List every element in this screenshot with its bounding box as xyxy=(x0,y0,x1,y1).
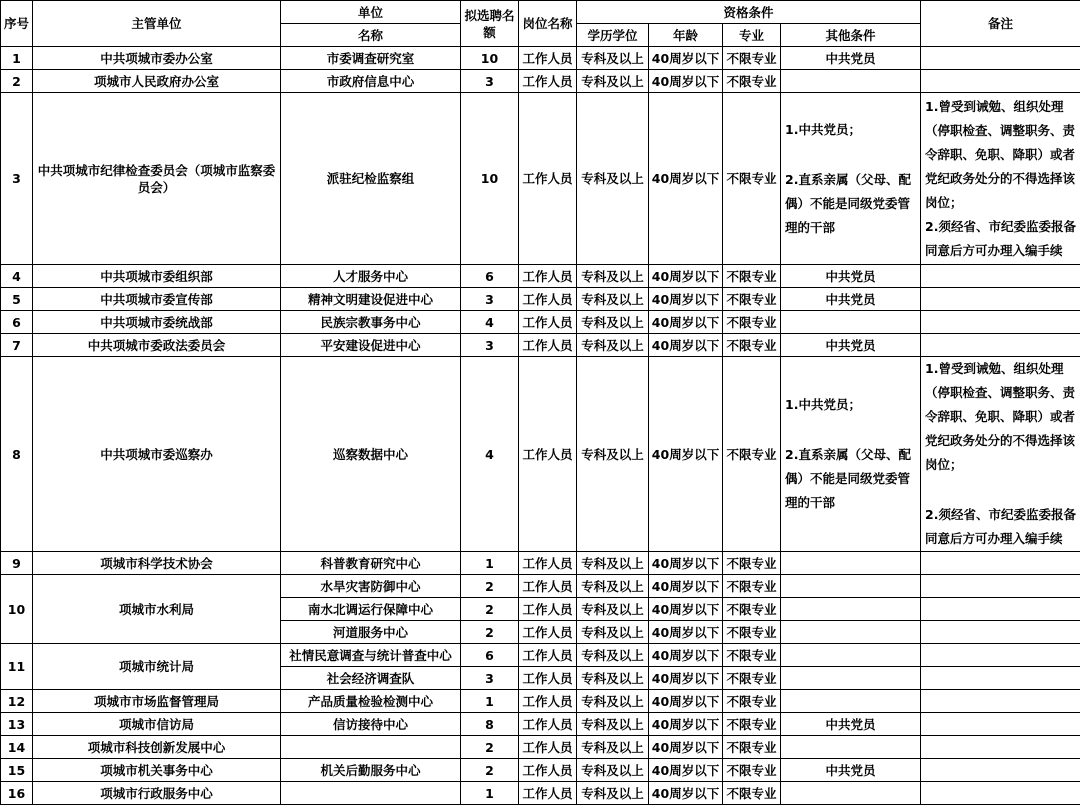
cell-seq: 8 xyxy=(1,357,33,552)
other-condition-1: 1.中共党员； xyxy=(783,118,918,142)
cell-quota: 4 xyxy=(461,311,519,334)
cell-remark xyxy=(921,575,1080,598)
table-row xyxy=(1,265,1080,288)
cell-quota: 2 xyxy=(461,575,519,598)
cell-remark xyxy=(921,288,1080,311)
cell-seq: 14 xyxy=(1,736,33,759)
cell-edu: 专科及以上 xyxy=(577,759,649,782)
cell-other xyxy=(781,782,921,805)
cell-remark xyxy=(921,265,1080,288)
cell-dept: 中共项城市委组织部 xyxy=(33,265,281,288)
cell-post: 工作人员 xyxy=(519,621,577,644)
cell-unit: 市委调查研究室 xyxy=(281,47,461,70)
cell-dept: 项城市统计局 xyxy=(33,644,281,690)
cell-edu: 专科及以上 xyxy=(577,598,649,621)
table-row xyxy=(1,311,1080,334)
cell-age: 40周岁以下 xyxy=(649,552,723,575)
cell-other xyxy=(781,598,921,621)
cell-quota: 1 xyxy=(461,552,519,575)
cell-age: 40周岁以下 xyxy=(649,644,723,667)
cell-major: 不限专业 xyxy=(723,334,781,357)
cell-other xyxy=(781,311,921,334)
cell-unit: 社会经济调查队 xyxy=(281,667,461,690)
cell-major: 不限专业 xyxy=(723,667,781,690)
cell-seq: 3 xyxy=(1,93,33,265)
cell-quota: 1 xyxy=(461,782,519,805)
cell-other xyxy=(781,93,921,265)
cell-unit: 水旱灾害防御中心 xyxy=(281,575,461,598)
cell-seq: 13 xyxy=(1,713,33,736)
cell-quota: 10 xyxy=(461,47,519,70)
cell-other xyxy=(781,70,921,93)
other-condition-1: 1.中共党员； xyxy=(783,393,918,417)
cell-seq: 6 xyxy=(1,311,33,334)
cell-edu: 专科及以上 xyxy=(577,288,649,311)
header-other: 其他条件 xyxy=(781,24,921,47)
cell-unit: 派驻纪检监察组 xyxy=(281,93,461,265)
cell-unit: 巡察数据中心 xyxy=(281,357,461,552)
cell-remark xyxy=(921,736,1080,759)
cell-post: 工作人员 xyxy=(519,93,577,265)
cell-edu: 专科及以上 xyxy=(577,575,649,598)
cell-post: 工作人员 xyxy=(519,334,577,357)
cell-major: 不限专业 xyxy=(723,759,781,782)
table-row xyxy=(1,334,1080,357)
cell-dept: 项城市市场监督管理局 xyxy=(33,690,281,713)
cell-unit: 南水北调运行保障中心 xyxy=(281,598,461,621)
cell-seq: 9 xyxy=(1,552,33,575)
cell-quota: 3 xyxy=(461,70,519,93)
cell-remark xyxy=(921,334,1080,357)
cell-major: 不限专业 xyxy=(723,621,781,644)
table-row xyxy=(1,713,1080,736)
cell-remark xyxy=(921,667,1080,690)
cell-major: 不限专业 xyxy=(723,644,781,667)
table-row xyxy=(1,93,1080,265)
cell-quota: 2 xyxy=(461,598,519,621)
cell-age: 40周岁以下 xyxy=(649,288,723,311)
cell-major: 不限专业 xyxy=(723,357,781,552)
cell-unit: 人才服务中心 xyxy=(281,265,461,288)
cell-unit: 科普教育研究中心 xyxy=(281,552,461,575)
cell-quota: 10 xyxy=(461,93,519,265)
cell-dept: 项城市行政服务中心 xyxy=(33,782,281,805)
cell-seq: 4 xyxy=(1,265,33,288)
table-row xyxy=(1,47,1080,70)
remark-1: 1.曾受到诫勉、组织处理（停职检查、调整职务、责令辞职、免职、降职）或者党纪政务处分的不得选择该岗位； xyxy=(923,95,1078,215)
cell-major: 不限专业 xyxy=(723,93,781,265)
table-body xyxy=(1,47,1080,805)
cell-age: 40周岁以下 xyxy=(649,782,723,805)
cell-major: 不限专业 xyxy=(723,690,781,713)
cell-age: 40周岁以下 xyxy=(649,311,723,334)
cell-post: 工作人员 xyxy=(519,690,577,713)
cell-unit: 平安建设促进中心 xyxy=(281,334,461,357)
table-row xyxy=(1,736,1080,759)
cell-post: 工作人员 xyxy=(519,357,577,552)
cell-quota: 4 xyxy=(461,357,519,552)
cell-post: 工作人员 xyxy=(519,598,577,621)
cell-post: 工作人员 xyxy=(519,288,577,311)
cell-remark xyxy=(921,70,1080,93)
cell-major: 不限专业 xyxy=(723,288,781,311)
cell-dept: 中共项城市纪律检查委员会（项城市监察委员会） xyxy=(33,93,281,265)
remark-2: 2.须经省、市纪委监委报备同意后方可办理入编手续 xyxy=(923,215,1078,263)
table-row xyxy=(1,288,1080,311)
cell-post: 工作人员 xyxy=(519,47,577,70)
table-row xyxy=(1,575,1080,598)
cell-remark xyxy=(921,598,1080,621)
cell-major: 不限专业 xyxy=(723,70,781,93)
cell-quota: 1 xyxy=(461,690,519,713)
cell-remark xyxy=(921,621,1080,644)
cell-seq: 15 xyxy=(1,759,33,782)
cell-post: 工作人员 xyxy=(519,667,577,690)
cell-seq: 12 xyxy=(1,690,33,713)
cell-other: 中共党员 xyxy=(781,265,921,288)
cell-post: 工作人员 xyxy=(519,575,577,598)
table-header xyxy=(1,1,1080,47)
table-row xyxy=(1,690,1080,713)
cell-quota: 6 xyxy=(461,265,519,288)
cell-quota: 3 xyxy=(461,334,519,357)
cell-major: 不限专业 xyxy=(723,782,781,805)
cell-edu: 专科及以上 xyxy=(577,47,649,70)
cell-post: 工作人员 xyxy=(519,70,577,93)
cell-seq: 16 xyxy=(1,782,33,805)
cell-remark xyxy=(921,782,1080,805)
cell-post: 工作人员 xyxy=(519,265,577,288)
cell-post: 工作人员 xyxy=(519,311,577,334)
cell-age: 40周岁以下 xyxy=(649,334,723,357)
cell-age: 40周岁以下 xyxy=(649,736,723,759)
other-condition-2: 2.直系亲属（父母、配偶）不能是同级党委管理的干部 xyxy=(783,168,918,240)
cell-remark xyxy=(921,357,1080,552)
cell-edu: 专科及以上 xyxy=(577,357,649,552)
cell-other xyxy=(781,690,921,713)
header-age: 年龄 xyxy=(649,24,723,47)
header-post: 岗位名称 xyxy=(519,1,577,47)
cell-other xyxy=(781,736,921,759)
cell-age: 40周岁以下 xyxy=(649,713,723,736)
cell-edu: 专科及以上 xyxy=(577,736,649,759)
cell-age: 40周岁以下 xyxy=(649,47,723,70)
cell-quota: 6 xyxy=(461,644,519,667)
header-dept: 主管单位 xyxy=(33,1,281,47)
remark-1: 1.曾受到诫勉、组织处理（停职检查、调整职务、责令辞职、免职、降职）或者党纪政务处分的不得选择该岗位； xyxy=(923,357,1078,477)
cell-age: 40周岁以下 xyxy=(649,70,723,93)
cell-dept: 中共项城市委政法委员会 xyxy=(33,334,281,357)
cell-edu: 专科及以上 xyxy=(577,667,649,690)
cell-dept: 项城市科技创新发展中心 xyxy=(33,736,281,759)
cell-quota: 2 xyxy=(461,759,519,782)
cell-unit xyxy=(281,736,461,759)
cell-edu: 专科及以上 xyxy=(577,644,649,667)
cell-quota: 3 xyxy=(461,288,519,311)
header-qual: 资格条件 xyxy=(577,1,921,24)
header-quota: 拟选聘名额 xyxy=(461,1,519,47)
cell-other xyxy=(781,552,921,575)
cell-other xyxy=(781,644,921,667)
cell-dept: 中共项城市委宣传部 xyxy=(33,288,281,311)
cell-post: 工作人员 xyxy=(519,713,577,736)
other-condition-2: 2.直系亲属（父母、配偶）不能是同级党委管理的干部 xyxy=(783,443,918,515)
cell-unit: 社情民意调查与统计普查中心 xyxy=(281,644,461,667)
cell-other xyxy=(781,357,921,552)
cell-unit: 产品质量检验检测中心 xyxy=(281,690,461,713)
cell-dept: 项城市机关事务中心 xyxy=(33,759,281,782)
cell-unit: 机关后勤服务中心 xyxy=(281,759,461,782)
cell-remark xyxy=(921,47,1080,70)
cell-age: 40周岁以下 xyxy=(649,690,723,713)
cell-unit: 民族宗教事务中心 xyxy=(281,311,461,334)
cell-edu: 专科及以上 xyxy=(577,265,649,288)
cell-other xyxy=(781,667,921,690)
cell-remark xyxy=(921,311,1080,334)
cell-other xyxy=(781,575,921,598)
remark-2: 2.须经省、市纪委监委报备同意后方可办理入编手续 xyxy=(923,503,1078,551)
cell-age: 40周岁以下 xyxy=(649,93,723,265)
cell-edu: 专科及以上 xyxy=(577,334,649,357)
cell-edu: 专科及以上 xyxy=(577,713,649,736)
cell-dept: 项城市科学技术协会 xyxy=(33,552,281,575)
cell-remark xyxy=(921,644,1080,667)
cell-unit: 河道服务中心 xyxy=(281,621,461,644)
header-seq: 序号 xyxy=(1,1,33,47)
header-unit: 单位 xyxy=(281,1,461,24)
cell-age: 40周岁以下 xyxy=(649,598,723,621)
cell-remark xyxy=(921,552,1080,575)
cell-unit: 信访接待中心 xyxy=(281,713,461,736)
cell-quota: 3 xyxy=(461,667,519,690)
cell-seq: 5 xyxy=(1,288,33,311)
cell-remark xyxy=(921,759,1080,782)
cell-major: 不限专业 xyxy=(723,713,781,736)
cell-edu: 专科及以上 xyxy=(577,552,649,575)
cell-unit xyxy=(281,782,461,805)
cell-age: 40周岁以下 xyxy=(649,575,723,598)
cell-edu: 专科及以上 xyxy=(577,621,649,644)
cell-major: 不限专业 xyxy=(723,311,781,334)
cell-quota: 8 xyxy=(461,713,519,736)
table-row xyxy=(1,357,1080,552)
cell-dept: 中共项城市委统战部 xyxy=(33,311,281,334)
cell-major: 不限专业 xyxy=(723,598,781,621)
cell-seq: 11 xyxy=(1,644,33,690)
cell-major: 不限专业 xyxy=(723,265,781,288)
cell-other: 中共党员 xyxy=(781,288,921,311)
cell-remark xyxy=(921,690,1080,713)
cell-other: 中共党员 xyxy=(781,713,921,736)
cell-unit: 市政府信息中心 xyxy=(281,70,461,93)
header-remark: 备注 xyxy=(921,1,1080,47)
cell-dept: 中共项城市委巡察办 xyxy=(33,357,281,552)
cell-edu: 专科及以上 xyxy=(577,70,649,93)
cell-seq: 10 xyxy=(1,575,33,644)
cell-seq: 1 xyxy=(1,47,33,70)
cell-age: 40周岁以下 xyxy=(649,265,723,288)
cell-unit: 精神文明建设促进中心 xyxy=(281,288,461,311)
cell-quota: 2 xyxy=(461,621,519,644)
cell-age: 40周岁以下 xyxy=(649,667,723,690)
header-unit-name: 名称 xyxy=(281,24,461,47)
cell-major: 不限专业 xyxy=(723,736,781,759)
cell-remark xyxy=(921,93,1080,265)
cell-edu: 专科及以上 xyxy=(577,690,649,713)
cell-post: 工作人员 xyxy=(519,552,577,575)
cell-quota: 2 xyxy=(461,736,519,759)
cell-other: 中共党员 xyxy=(781,759,921,782)
cell-age: 40周岁以下 xyxy=(649,759,723,782)
cell-other: 中共党员 xyxy=(781,334,921,357)
cell-major: 不限专业 xyxy=(723,552,781,575)
cell-post: 工作人员 xyxy=(519,644,577,667)
cell-edu: 专科及以上 xyxy=(577,782,649,805)
table-row xyxy=(1,552,1080,575)
cell-other xyxy=(781,621,921,644)
cell-remark xyxy=(921,713,1080,736)
cell-seq: 7 xyxy=(1,334,33,357)
cell-dept: 项城市信访局 xyxy=(33,713,281,736)
cell-major: 不限专业 xyxy=(723,575,781,598)
cell-seq: 2 xyxy=(1,70,33,93)
cell-post: 工作人员 xyxy=(519,782,577,805)
cell-age: 40周岁以下 xyxy=(649,357,723,552)
cell-edu: 专科及以上 xyxy=(577,93,649,265)
cell-post: 工作人员 xyxy=(519,736,577,759)
cell-dept: 项城市人民政府办公室 xyxy=(33,70,281,93)
header-edu: 学历学位 xyxy=(577,24,649,47)
cell-major: 不限专业 xyxy=(723,47,781,70)
cell-edu: 专科及以上 xyxy=(577,311,649,334)
table-row xyxy=(1,70,1080,93)
header-major: 专业 xyxy=(723,24,781,47)
cell-dept: 项城市水利局 xyxy=(33,575,281,644)
cell-dept: 中共项城市委办公室 xyxy=(33,47,281,70)
table-row xyxy=(1,782,1080,805)
table-row xyxy=(1,644,1080,667)
cell-other: 中共党员 xyxy=(781,47,921,70)
cell-post: 工作人员 xyxy=(519,759,577,782)
cell-age: 40周岁以下 xyxy=(649,621,723,644)
table-row xyxy=(1,759,1080,782)
